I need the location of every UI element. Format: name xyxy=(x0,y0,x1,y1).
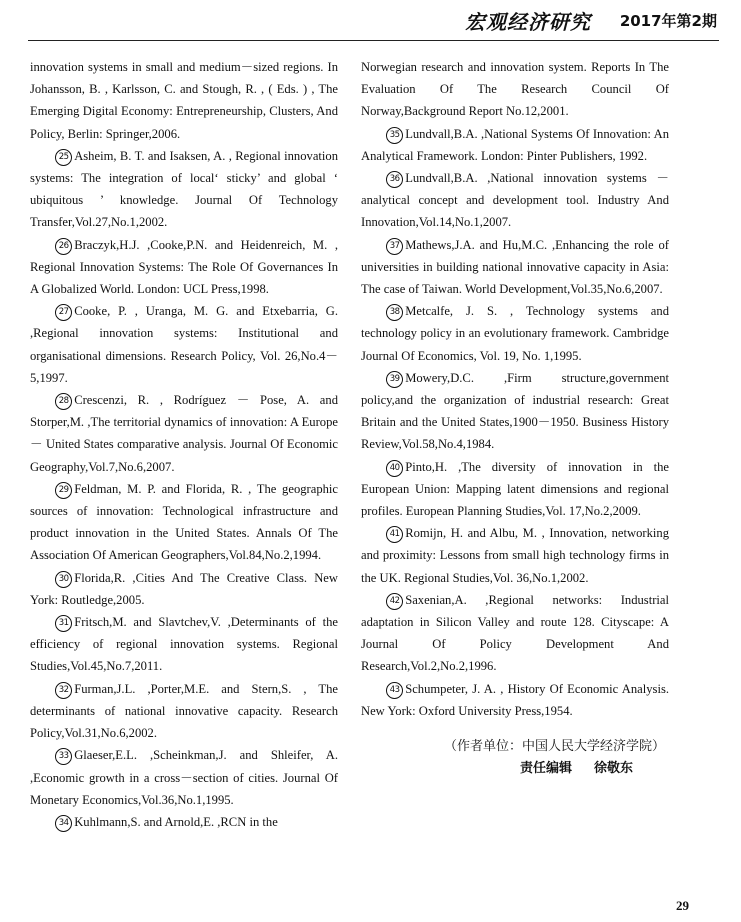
reference-number: 26 xyxy=(55,238,72,255)
reference-text: Glaeser,E.L. ,Scheinkman,J. and Shleifer, A. ,Economic growth in a cross－section of cities. Journal Of Monetary Economics,Vol.36,No.1,1995. xyxy=(30,748,338,807)
reference-item xyxy=(30,478,338,567)
reference-item xyxy=(30,234,338,301)
reference-text: Lundvall,B.A. ,National innovation systems －analytical concept and development tool. Industry And Innovation,Vol.14,No.1,2007. xyxy=(361,171,669,230)
reference-text: Lundvall,B.A. ,National Systems Of Innovation: An Analytical Framework. London: Pinter Publishers, 1992. xyxy=(361,126,669,163)
reference-item xyxy=(361,234,669,301)
reference-number: 32 xyxy=(55,682,72,699)
issue-label: 2017年第2期 xyxy=(619,12,717,30)
reference-text: Braczyk,H.J. ,Cooke,P.N. and Heidenreich, M. , Regional Innovation Systems: The Role Of Governances In A Globalized World. London: UCL Press,1998. xyxy=(30,237,338,297)
reference-number: 40 xyxy=(386,460,403,477)
reference-number: 36 xyxy=(386,171,403,188)
reference-item xyxy=(30,811,338,833)
page-number: 29 xyxy=(676,898,689,913)
reference-number: 34 xyxy=(55,815,72,832)
journal-title: 宏观经济研究 xyxy=(465,10,591,34)
reference-number: 39 xyxy=(386,371,403,388)
editor-label: 责任编辑 xyxy=(519,761,572,777)
reference-item xyxy=(361,300,669,367)
reference-text: Pinto,H. ,The diversity of innovation in the European Union: Mapping latent dimensions and regional profiles. European Planning Studies,Vol. 17,No.2,2009. xyxy=(361,459,669,519)
reference-number: 30 xyxy=(55,571,72,588)
reference-item xyxy=(30,567,338,611)
reference-text: Florida,R. ,Cities And The Creative Class. New York: Routledge,2005. xyxy=(30,570,338,607)
reference-number: 25 xyxy=(55,149,72,166)
reference-text: Metcalfe, J. S. , Technology systems and technology policy in an evolutionary framework. Cambridge Journal Of Economics, Vol. 19, No. 1,1995. xyxy=(361,304,669,363)
reference-text: Romijn, H. and Albu, M. , Innovation, networking and proximity: Lessons from small high technology firms in the UK. Regional Studies,Vol. 36,No.1,2002. xyxy=(361,526,669,585)
reference-text: Mathews,J.A. and Hu,M.C. ,Enhancing the role of universities in building national innovative capacity in Asia: The case of Taiwan. World Development,Vol.35,No.6,2007. xyxy=(361,237,669,297)
reference-text: Asheim, B. T. and Isaksen, A. , Regional innovation systems: The integration of local‘ sticky’ and global ‘ ubiquitous ’ knowledge. Journal Of Technology Transfer,Vol.27,No.1,2002. xyxy=(30,148,338,230)
reference-item xyxy=(361,167,669,234)
reference-item xyxy=(361,367,669,456)
reference-text: Kuhlmann,S. and Arnold,E. ,RCN in the xyxy=(74,814,278,829)
responsible-editor xyxy=(361,758,669,780)
reference-continuation: innovation systems in small and medium－sized regions. In Johansson, B. , Karlsson, C. and Stough, R. , ( Eds. ) , The Emerging Digital Economy: Entrepreneurship, Clusters, And Policy, Berlin: Springer,2006. xyxy=(30,60,338,141)
reference-item xyxy=(361,589,669,678)
reference-number: 28 xyxy=(55,393,72,410)
reference-text: Cooke, P. , Uranga, M. G. and Etxebarria, G. ,Regional innovation systems: Institutional and organisational dimensions. Research Policy, Vol. 26,No.4－5,1997. xyxy=(30,304,338,385)
reference-item xyxy=(361,678,669,722)
header-rule xyxy=(28,40,719,41)
reference-item xyxy=(30,145,338,234)
editor-name: 徐敬东 xyxy=(593,761,633,777)
reference-list-left xyxy=(30,145,338,833)
reference-text: Saxenian,A. ,Regional networks: Industrial adaptation in Silicon Valley and route 128. Cityscape: A Journal Of Policy Development And Research,Vol.2,No.2,1996. xyxy=(361,592,669,674)
reference-item xyxy=(30,744,338,811)
reference-item xyxy=(30,300,338,389)
reference-text: Mowery,D.C. ,Firm structure,government policy,and the organization of industrial research: Great Britain and the United States,1900－1950. Business History Review,Vol.58,No.4,1984. xyxy=(361,370,669,452)
left-column xyxy=(30,56,338,833)
author-affiliation: （作者单位：中国人民大学经济学院） xyxy=(443,739,665,755)
reference-number: 41 xyxy=(386,526,403,543)
reference-list-right xyxy=(361,123,669,722)
reference-item xyxy=(30,611,338,678)
reference-item xyxy=(361,522,669,589)
reference-number: 33 xyxy=(55,748,72,765)
page-header xyxy=(0,0,741,46)
reference-text: Crescenzi, R. , Rodríguez － Pose, A. and Storper,M. ,The territorial dynamics of innovation: A Europe － United States comparative analysis. Journal Of Economic Geography,Vol.7,No.6,2007. xyxy=(30,393,338,474)
reference-number: 29 xyxy=(55,482,72,499)
reference-number: 31 xyxy=(55,615,72,632)
reference-item xyxy=(361,123,669,167)
reference-text: Feldman, M. P. and Florida, R. , The geographic sources of innovation: Technological infrastructure and product innovation in the United States. Annals Of The Association Of American Geographers,Vol.84,No.2,1994. xyxy=(30,481,338,563)
reference-number: 42 xyxy=(386,593,403,610)
reference-text: Schumpeter, J. A. , History Of Economic Analysis. New York: Oxford University Press,1954. xyxy=(361,681,669,718)
reference-item xyxy=(30,678,338,745)
reference-number: 38 xyxy=(386,304,403,321)
reference-number: 27 xyxy=(55,304,72,321)
right-column xyxy=(361,56,669,781)
reference-number: 35 xyxy=(386,127,403,144)
reference-item xyxy=(30,389,338,478)
reference-continuation: Norwegian research and innovation system. Reports In The Evaluation Of The Research Council Of Norway,Background Report No.12,2001. xyxy=(361,60,669,119)
reference-item xyxy=(361,456,669,523)
reference-text: Fritsch,M. and Slavtchev,V. ,Determinants of the efficiency of regional innovation systems. Regional Studies,Vol.45,No.7,2011. xyxy=(30,615,338,674)
reference-text: Furman,J.L. ,Porter,M.E. and Stern,S. , The determinants of national innovative capacity. Research Policy,Vol.31,No.6,2002. xyxy=(30,681,338,741)
reference-number: 43 xyxy=(386,682,403,699)
reference-number: 37 xyxy=(386,238,403,255)
